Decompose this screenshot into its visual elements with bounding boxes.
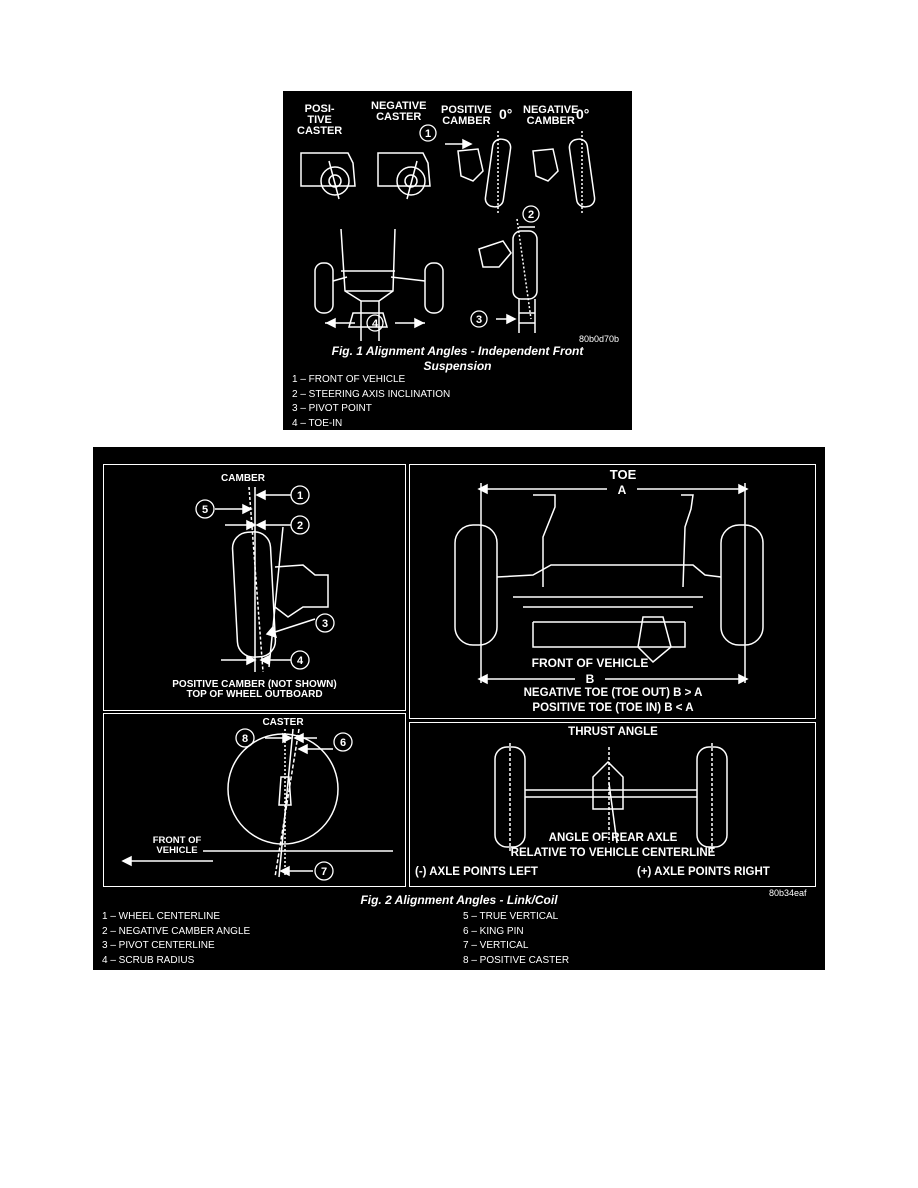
legend-item: 8 – POSITIVE CASTER — [463, 954, 570, 966]
legend-item: 3 – PIVOT POINT — [292, 403, 372, 414]
figure-2 — [93, 447, 825, 970]
callout-2-text: 2 — [296, 520, 304, 532]
label-negative-caster: NEGATIVE CASTER — [371, 100, 427, 123]
figure-1 — [283, 91, 632, 430]
thrust-line-2: RELATIVE TO VEHICLE CENTERLINE — [510, 847, 716, 859]
toe-label-a: A — [607, 485, 637, 496]
figure-2-legend-right — [463, 910, 569, 968]
positive-toe-label: POSITIVE TOE (TOE IN) B < A — [532, 702, 694, 714]
legend-item: 3 – PIVOT CENTERLINE — [102, 940, 215, 951]
legend-item: 7 – VERTICAL — [463, 940, 529, 951]
axle-points-right-label: (+) AXLE POINTS RIGHT — [637, 866, 770, 878]
callout-6-text: 6 — [339, 737, 347, 749]
callout-4-text: 4 — [296, 655, 304, 667]
label-negative-camber: NEGATIVE CAMBER — [523, 104, 579, 127]
legend-item: 1 – WHEEL CENTERLINE — [102, 911, 220, 922]
callout-3-text: 3 — [475, 314, 483, 326]
callout-8-text: 8 — [241, 733, 249, 745]
figure-2-caption: Fig. 2 Alignment Angles - Link/Coil — [360, 893, 558, 907]
callout-1-text: 1 — [424, 128, 432, 140]
figure-code: 80b0d70b — [579, 334, 620, 344]
figure-code: 80b34eaf — [769, 888, 807, 898]
legend-item: 4 – SCRUB RADIUS — [102, 954, 195, 966]
callout-1-text: 1 — [296, 490, 304, 502]
caster-title: CASTER — [262, 717, 304, 728]
axle-points-left-label: (-) AXLE POINTS LEFT — [415, 866, 538, 878]
figure-1-legend — [292, 373, 450, 431]
thrust-line-1: ANGLE OF REAR AXLE — [548, 832, 678, 844]
callout-2-text: 2 — [527, 209, 535, 221]
callout-5-text: 5 — [201, 504, 209, 516]
toe-label-b: B — [575, 674, 605, 685]
callout-3-text: 3 — [321, 618, 329, 630]
legend-item: 4 – TOE-IN — [292, 417, 343, 429]
legend-item: 5 – TRUE VERTICAL — [463, 911, 559, 922]
label-positive-camber: POSITIVE CAMBER — [441, 104, 492, 127]
figure-2-legend-left — [102, 910, 250, 968]
camber-note: POSITIVE CAMBER (NOT SHOWN) TOP OF WHEEL OUTBOARD — [172, 679, 337, 700]
legend-item: 2 – STEERING AXIS INCLINATION — [292, 388, 451, 400]
figure-1-caption: Fig. 1 Alignment Angles - Independent Front Suspension — [331, 344, 584, 373]
label-positive-caster: POSI- TIVE CASTER — [297, 103, 343, 137]
label-zero-degree-1: 0° — [499, 106, 513, 122]
legend-item: 6 – KING PIN — [463, 925, 524, 937]
legend-item: 1 – FRONT OF VEHICLE — [292, 374, 406, 385]
caster-front-of-vehicle-label: FRONT OF VEHICLE — [152, 835, 202, 856]
callout-7-text: 7 — [320, 866, 328, 878]
toe-title: TOE — [609, 467, 637, 482]
callout-4-text: 4 — [371, 318, 379, 330]
negative-toe-label: NEGATIVE TOE (TOE OUT) B > A — [523, 687, 703, 699]
legend-item: 2 – NEGATIVE CAMBER ANGLE — [102, 925, 251, 937]
camber-title: CAMBER — [221, 473, 265, 484]
label-zero-degree-2: 0° — [576, 106, 590, 122]
thrust-angle-title: THRUST ANGLE — [568, 726, 658, 738]
front-of-vehicle-label: FRONT OF VEHICLE — [531, 656, 649, 670]
